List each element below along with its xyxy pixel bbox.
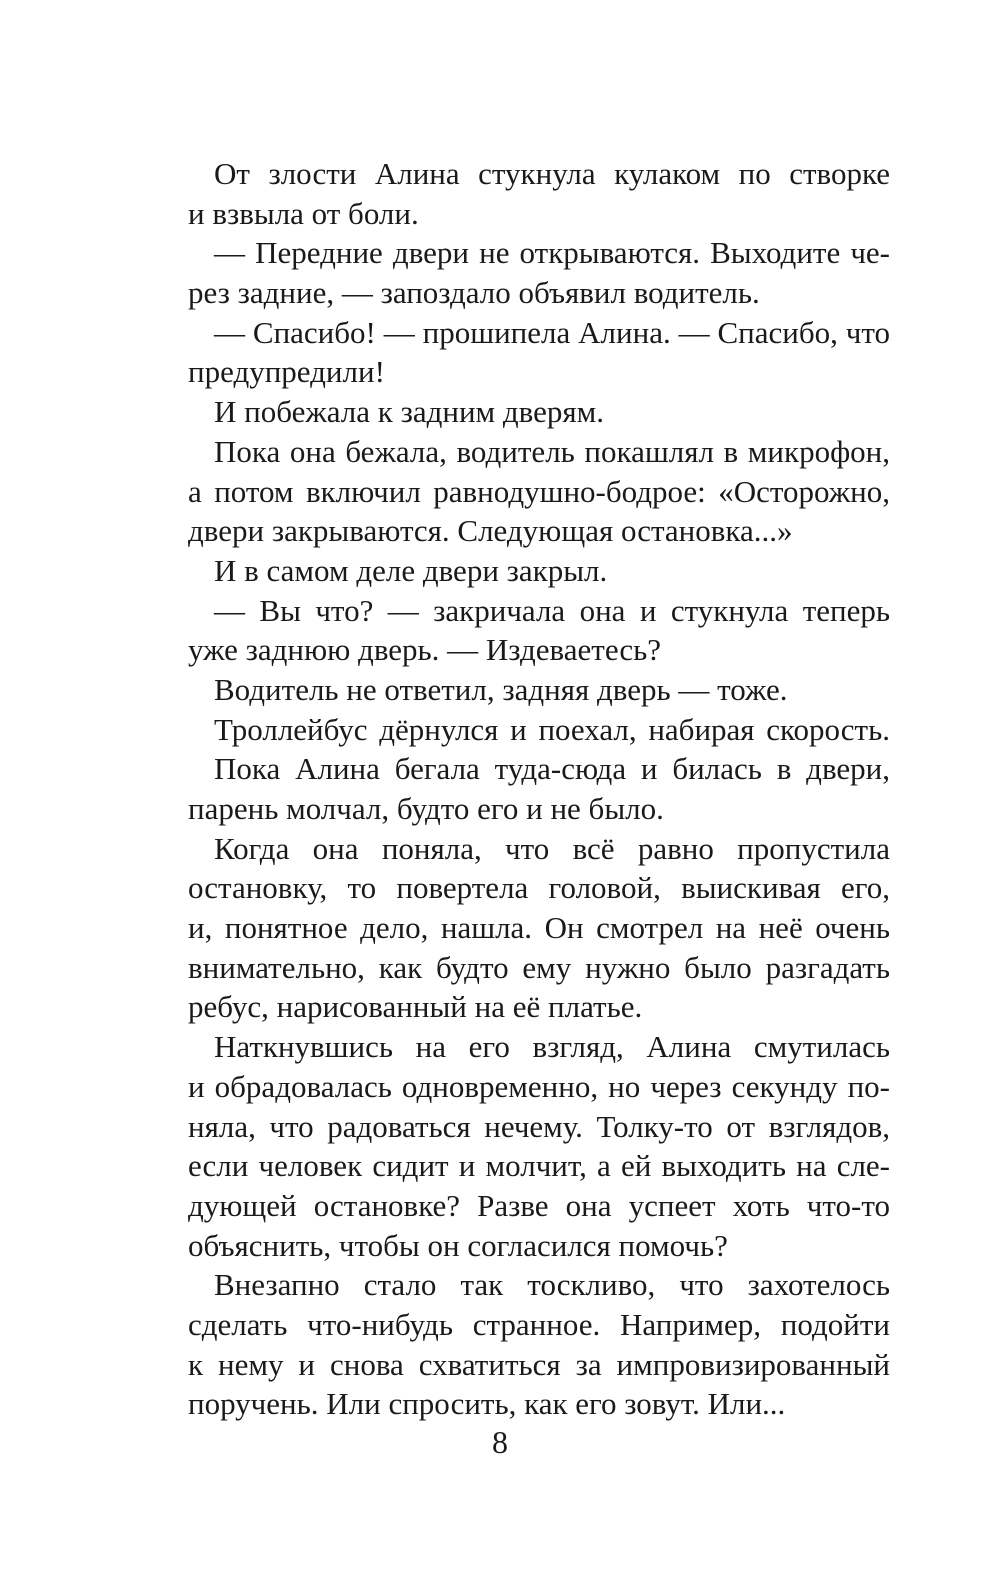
text-line: уже заднюю дверь. — Издеваетесь? xyxy=(188,632,662,668)
text-line: Водитель не ответил, задняя дверь — тоже. xyxy=(214,671,788,707)
text-line: ребус, нарисованный на её платье. xyxy=(188,989,643,1025)
text-line: Когда она поняла, что всё равно пропустила xyxy=(214,830,890,866)
text-line: двери закрываются. Следующая остановка...» xyxy=(188,513,793,549)
text-line: И в самом деле двери закрыл. xyxy=(214,552,608,588)
body-text xyxy=(188,154,890,1424)
text-line: поручень. Или спросить, как его зовут. Или... xyxy=(188,1386,786,1422)
text-line: — Вы что? — закричала она и стукнула теперь xyxy=(214,592,890,628)
text-line: Пока Алина бегала туда-сюда и билась в двери, xyxy=(214,751,890,787)
text-line: — Передние двери не открываются. Выходите че- xyxy=(214,235,890,271)
text-line: няла, что радоваться нечему. Толку-то от взглядов, xyxy=(188,1108,890,1144)
text-line: предупредили! xyxy=(188,354,385,390)
text-line: сделать что-нибудь странное. Например, подойти xyxy=(188,1306,890,1342)
text-line: От злости Алина стукнула кулаком по створке xyxy=(214,156,890,191)
text-line: рез задние, — запоздало объявил водитель. xyxy=(188,275,760,311)
text-line: внимательно, как будто ему нужно было разгадать xyxy=(188,949,890,985)
text-line: — Спасибо! — прошипела Алина. — Спасибо, что xyxy=(214,314,890,350)
text-line: парень молчал, будто его и не было. xyxy=(188,791,664,826)
page-number: 8 xyxy=(492,1424,508,1460)
text-line: И побежала к задним дверям. xyxy=(214,394,605,430)
text-line: Троллейбус дёрнулся и поехал, набирая скорость. xyxy=(214,711,890,747)
text-line: Пока она бежала, водитель покашлял в микрофон, xyxy=(214,433,890,469)
text-line: остановку, то повертела головой, выискивая его, xyxy=(188,870,890,906)
text-line: если человек сидит и молчит, а ей выходить на сле- xyxy=(188,1148,890,1184)
text-line: и взвыла от боли. xyxy=(188,195,419,231)
text-line: Наткнувшись на его взгляд, Алина смутилась xyxy=(214,1029,890,1065)
text-line: объяснить, чтобы он согласился помочь? xyxy=(188,1227,728,1263)
text-line: и обрадовалась одновременно, но через секунду по- xyxy=(188,1068,890,1104)
text-line: а потом включил равнодушно-бодрое: «Осторожно, xyxy=(188,473,890,509)
text-line: дующей остановке? Разве она успеет хоть что-то xyxy=(188,1187,890,1223)
text-line: и, понятное дело, нашла. Он смотрел на неё очень xyxy=(188,910,890,946)
text-line: Внезапно стало так тоскливо, что захотелось xyxy=(214,1267,890,1303)
text-line: к нему и снова схватиться за импровизированный xyxy=(188,1346,890,1382)
